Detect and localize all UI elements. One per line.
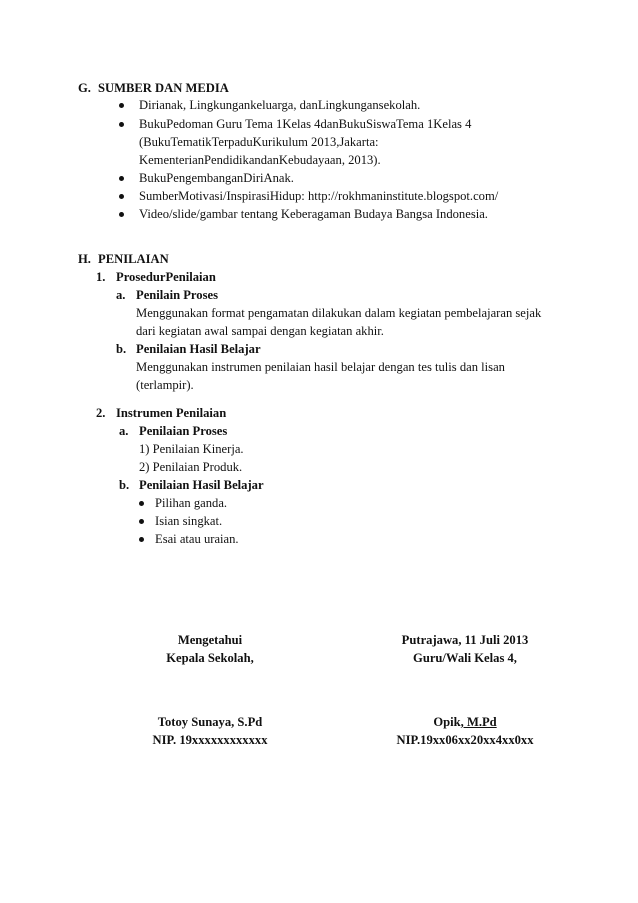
signature-right-place-date: Putrajawa, 11 Juli 2013 bbox=[401, 633, 529, 647]
signature-right-name bbox=[355, 714, 575, 731]
section-g-label: G. bbox=[78, 81, 91, 95]
item-title: Penilaian Hasil Belajar bbox=[136, 342, 261, 356]
bullet-icon bbox=[119, 122, 124, 127]
list-item: Pilihan ganda. bbox=[155, 496, 228, 510]
item-label: b. bbox=[116, 342, 127, 356]
list-item: BukuPengembanganDiriAnak. bbox=[139, 171, 294, 185]
paragraph-line: Menggunakan format pengamatan dilakukan dalam kegiatan pembelajaran sejak bbox=[136, 306, 542, 320]
list-item: Esai atau uraian. bbox=[155, 532, 239, 546]
bullet-icon bbox=[139, 519, 144, 524]
paragraph-line: (terlampir). bbox=[136, 378, 194, 392]
signature-right-name-first: Opik bbox=[433, 715, 461, 729]
subsection-title: Instrumen Penilaian bbox=[116, 406, 227, 420]
item-label: a. bbox=[116, 288, 126, 302]
signature-left-nip: NIP. 19xxxxxxxxxxxx bbox=[152, 733, 268, 747]
section-h-title: PENILAIAN bbox=[98, 252, 169, 266]
signature-left-heading: Mengetahui bbox=[177, 633, 243, 647]
bullet-icon bbox=[119, 176, 124, 181]
signature-left-name: Totoy Sunaya, S.Pd bbox=[157, 715, 263, 729]
list-item: BukuPedoman Guru Tema 1Kelas 4danBukuSiswaTema 1Kelas 4 bbox=[139, 117, 472, 131]
subsection-title: ProsedurPenilaian bbox=[116, 270, 216, 284]
item-label: a. bbox=[119, 424, 129, 438]
signature-right-role: Guru/Wali Kelas 4, bbox=[413, 651, 517, 665]
list-item-continuation: KementerianPendidikandanKebudayaan, 2013). bbox=[139, 153, 381, 167]
list-item: 2) Penilaian Produk. bbox=[139, 460, 243, 474]
signature-right-nip: NIP.19xx06xx20xx4xx0xx bbox=[396, 733, 534, 747]
list-item: Dirianak, Lingkungankeluarga, danLingkungansekolah. bbox=[139, 98, 421, 112]
bullet-icon bbox=[119, 103, 124, 108]
bullet-icon bbox=[139, 537, 144, 542]
bullet-icon bbox=[139, 501, 144, 506]
list-item: Video/slide/gambar tentang Keberagaman Budaya Bangsa Indonesia. bbox=[139, 207, 488, 221]
list-item-continuation: (BukuTematikTerpaduKurikulum 2013,Jakarta: bbox=[139, 135, 379, 149]
paragraph-line: Menggunakan instrumen penilaian hasil belajar dengan tes tulis dan lisan bbox=[136, 360, 505, 374]
section-h-label: H. bbox=[78, 252, 91, 266]
bullet-icon bbox=[119, 212, 124, 217]
subsection-number: 1. bbox=[96, 270, 106, 284]
item-title: Penilaian Hasil Belajar bbox=[139, 478, 264, 492]
item-label: b. bbox=[119, 478, 130, 492]
subsection-number: 2. bbox=[96, 406, 106, 420]
paragraph-line: dari kegiatan awal sampai dengan kegiatan akhir. bbox=[136, 324, 384, 338]
list-item: SumberMotivasi/InspirasiHidup: http://rokhmaninstitute.blogspot.com/ bbox=[139, 189, 499, 203]
signature-left-role: Kepala Sekolah, bbox=[166, 651, 254, 665]
item-title: Penilaian Proses bbox=[139, 424, 228, 438]
signature-right-name-title: , M.Pd bbox=[460, 715, 497, 729]
list-item: 1) Penilaian Kinerja. bbox=[139, 442, 244, 456]
bullet-icon bbox=[119, 194, 124, 199]
section-g-title: SUMBER DAN MEDIA bbox=[98, 81, 229, 95]
list-item: Isian singkat. bbox=[155, 514, 223, 528]
item-title: Penilain Proses bbox=[136, 288, 218, 302]
